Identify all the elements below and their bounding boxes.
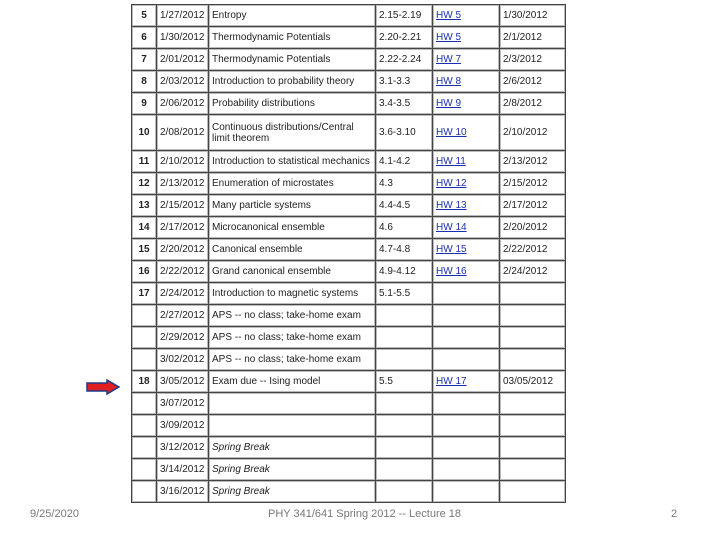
schedule-row [132,327,566,349]
homework-link [433,459,500,481]
lecture-topic: APS -- no class; take-home exam [209,327,376,349]
schedule-row [132,151,566,173]
lecture-topic [209,415,376,437]
due-date: 2/17/2012 [500,195,566,217]
homework-link[interactable]: HW 13 [433,195,500,217]
schedule-row [132,459,566,481]
lecture-topic [209,393,376,415]
reading-assignment: 3.6-3.10 [376,115,433,151]
lecture-topic: Introduction to probability theory [209,71,376,93]
homework-link[interactable]: HW 5 [433,5,500,27]
lecture-date: 2/15/2012 [157,195,209,217]
lecture-number [132,459,157,481]
schedule-row [132,27,566,49]
due-date: 03/05/2012 [500,371,566,393]
reading-assignment: 4.3 [376,173,433,195]
lecture-number: 13 [132,195,157,217]
lecture-date: 2/08/2012 [157,115,209,151]
course-schedule-table [131,4,566,503]
lecture-number: 17 [132,283,157,305]
reading-assignment [376,415,433,437]
schedule-row [132,93,566,115]
footer-date: 9/25/2020 [30,508,79,520]
homework-link [433,305,500,327]
lecture-number: 7 [132,49,157,71]
homework-link[interactable]: HW 7 [433,49,500,71]
schedule-row [132,283,566,305]
lecture-topic: Microcanonical ensemble [209,217,376,239]
schedule-row [132,415,566,437]
lecture-date: 3/02/2012 [157,349,209,371]
reading-assignment: 2.20-2.21 [376,27,433,49]
lecture-topic: Spring Break [209,459,376,481]
due-date [500,459,566,481]
homework-link[interactable]: HW 9 [433,93,500,115]
lecture-topic: Many particle systems [209,195,376,217]
lecture-date: 2/17/2012 [157,217,209,239]
schedule-row [132,195,566,217]
homework-link[interactable]: HW 12 [433,173,500,195]
reading-assignment [376,481,433,503]
homework-link [433,393,500,415]
lecture-topic: Introduction to statistical mechanics [209,151,376,173]
schedule-row [132,261,566,283]
due-date [500,437,566,459]
due-date: 2/6/2012 [500,71,566,93]
lecture-date: 2/03/2012 [157,71,209,93]
reading-assignment: 3.1-3.3 [376,71,433,93]
due-date: 2/22/2012 [500,239,566,261]
lecture-number [132,415,157,437]
lecture-date: 2/27/2012 [157,305,209,327]
due-date [500,349,566,371]
lecture-number: 6 [132,27,157,49]
reading-assignment: 3.4-3.5 [376,93,433,115]
schedule-row [132,305,566,327]
lecture-date: 2/29/2012 [157,327,209,349]
homework-link [433,349,500,371]
lecture-number: 8 [132,71,157,93]
lecture-number [132,305,157,327]
due-date: 2/8/2012 [500,93,566,115]
lecture-topic: Exam due -- Ising model [209,371,376,393]
lecture-date: 3/14/2012 [157,459,209,481]
reading-assignment: 4.7-4.8 [376,239,433,261]
lecture-topic: Enumeration of microstates [209,173,376,195]
reading-assignment: 4.1-4.2 [376,151,433,173]
schedule-row [132,5,566,27]
lecture-number: 14 [132,217,157,239]
lecture-topic: Canonical ensemble [209,239,376,261]
lecture-topic: Grand canonical ensemble [209,261,376,283]
lecture-number: 18 [132,371,157,393]
reading-assignment [376,327,433,349]
reading-assignment [376,437,433,459]
lecture-number: 15 [132,239,157,261]
schedule-row [132,393,566,415]
schedule-row [132,49,566,71]
lecture-date: 2/01/2012 [157,49,209,71]
due-date [500,481,566,503]
lecture-number [132,393,157,415]
schedule-row [132,349,566,371]
homework-link[interactable]: HW 16 [433,261,500,283]
lecture-topic: Introduction to magnetic systems [209,283,376,305]
due-date: 2/13/2012 [500,151,566,173]
lecture-number: 16 [132,261,157,283]
lecture-topic: Entropy [209,5,376,27]
lecture-number [132,349,157,371]
due-date [500,415,566,437]
homework-link[interactable]: HW 14 [433,217,500,239]
due-date [500,305,566,327]
lecture-topic: Continuous distributions/Central limit theorem [209,115,376,151]
homework-link [433,481,500,503]
due-date [500,283,566,305]
homework-link[interactable]: HW 5 [433,27,500,49]
homework-link [433,327,500,349]
lecture-topic: APS -- no class; take-home exam [209,349,376,371]
homework-link[interactable]: HW 10 [433,115,500,151]
lecture-date: 2/22/2012 [157,261,209,283]
due-date: 2/1/2012 [500,27,566,49]
lecture-topic: Thermodynamic Potentials [209,27,376,49]
due-date [500,393,566,415]
lecture-date: 1/30/2012 [157,27,209,49]
lecture-topic: Probability distributions [209,93,376,115]
schedule-row [132,437,566,459]
lecture-date: 2/06/2012 [157,93,209,115]
schedule-row [132,173,566,195]
lecture-date: 3/05/2012 [157,371,209,393]
schedule-row [132,71,566,93]
lecture-number: 12 [132,173,157,195]
schedule-row [132,371,566,393]
reading-assignment [376,305,433,327]
lecture-number: 10 [132,115,157,151]
lecture-number [132,327,157,349]
schedule-row [132,217,566,239]
lecture-date: 1/27/2012 [157,5,209,27]
lecture-number: 5 [132,5,157,27]
homework-link [433,283,500,305]
reading-assignment: 2.15-2.19 [376,5,433,27]
lecture-topic: Spring Break [209,437,376,459]
due-date [500,327,566,349]
right-arrow-icon [86,379,120,395]
homework-link[interactable]: HW 17 [433,371,500,393]
lecture-date: 2/20/2012 [157,239,209,261]
due-date: 1/30/2012 [500,5,566,27]
lecture-number [132,437,157,459]
footer-page-number: 2 [671,508,678,520]
due-date: 2/20/2012 [500,217,566,239]
lecture-number: 9 [132,93,157,115]
due-date: 2/10/2012 [500,115,566,151]
homework-link[interactable]: HW 11 [433,151,500,173]
reading-assignment: 4.4-4.5 [376,195,433,217]
reading-assignment [376,459,433,481]
lecture-date: 3/09/2012 [157,415,209,437]
homework-link[interactable]: HW 15 [433,239,500,261]
lecture-date: 3/16/2012 [157,481,209,503]
reading-assignment [376,349,433,371]
reading-assignment: 5.5 [376,371,433,393]
homework-link [433,437,500,459]
lecture-number [132,481,157,503]
lecture-topic: Spring Break [209,481,376,503]
lecture-date: 2/24/2012 [157,283,209,305]
lecture-date: 3/07/2012 [157,393,209,415]
reading-assignment: 2.22-2.24 [376,49,433,71]
lecture-topic: APS -- no class; take-home exam [209,305,376,327]
schedule-row [132,481,566,503]
lecture-date: 2/13/2012 [157,173,209,195]
due-date: 2/3/2012 [500,49,566,71]
lecture-topic: Thermodynamic Potentials [209,49,376,71]
due-date: 2/15/2012 [500,173,566,195]
reading-assignment [376,393,433,415]
footer-title: PHY 341/641 Spring 2012 -- Lecture 18 [268,508,462,520]
lecture-number: 11 [132,151,157,173]
reading-assignment: 4.9-4.12 [376,261,433,283]
homework-link [433,415,500,437]
schedule-row [132,239,566,261]
reading-assignment: 4.6 [376,217,433,239]
homework-link[interactable]: HW 8 [433,71,500,93]
reading-assignment: 5.1-5.5 [376,283,433,305]
due-date: 2/24/2012 [500,261,566,283]
schedule-row [132,115,566,151]
lecture-date: 3/12/2012 [157,437,209,459]
lecture-date: 2/10/2012 [157,151,209,173]
